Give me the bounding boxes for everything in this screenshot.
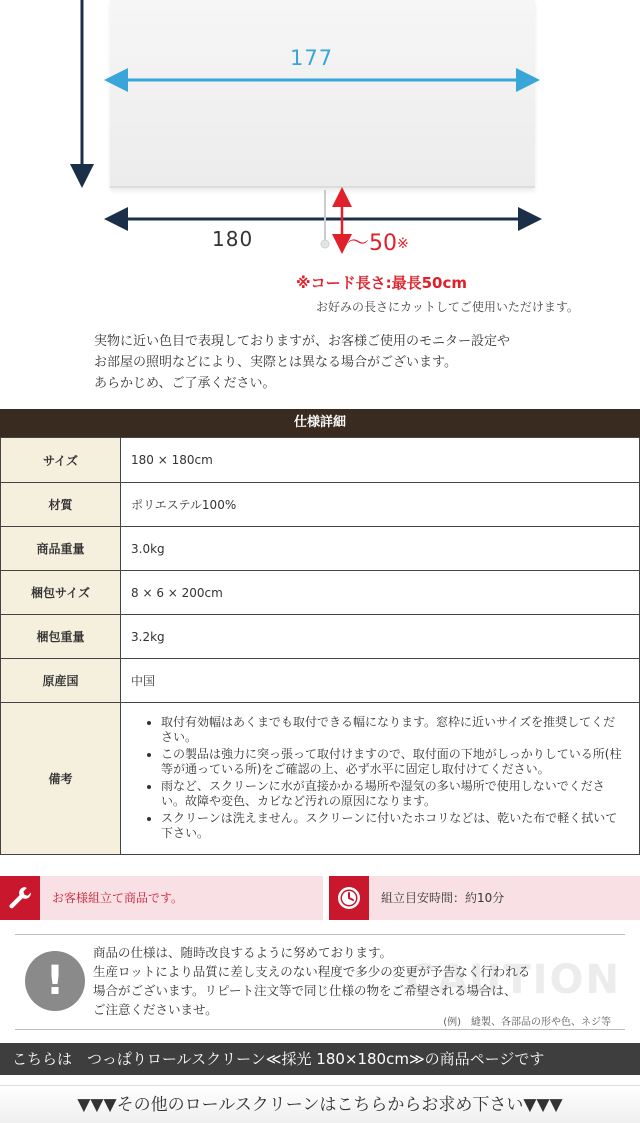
color-note-line: 実物に近い色目で表現しておりますが、お客様ご使用のモニター設定や <box>94 334 511 349</box>
dimension-arrows <box>0 0 640 300</box>
spec-row <box>1 438 640 483</box>
spec-key: サイズ <box>1 438 121 483</box>
spec-value: 中国 <box>121 659 640 703</box>
remarks-item: • スクリーンは洗えません。スクリーンに付いたホコリなどは、乾いた布で軽く拭いて下さい。 <box>161 811 625 841</box>
remarks-item: • この製品は強力に突っ張って取付けますので、取付面の下地がしっかりしている所(柱等が通っている所)をご確認の上、必ず水平に固定し取付けてください。 <box>161 747 625 777</box>
spec-value: ポリエステル100% <box>121 483 640 527</box>
spec-value: 180 × 180cm <box>121 438 640 483</box>
remarks-list <box>131 715 639 841</box>
cord-length-label <box>347 226 409 257</box>
assembly-time-text: 組立目安時間：約10分 <box>381 891 505 905</box>
other-roll-screens-link[interactable]: ▼▼▼その他のロールスクリーンはこちらからお求め下さい▼▼▼ <box>0 1085 640 1123</box>
spec-key: 商品重量 <box>1 527 121 571</box>
caution-line: 生産ロットにより品質に差し支えのない程度で多少の変更が予告なく行われる <box>93 964 531 979</box>
caution-text <box>93 943 530 1019</box>
spec-value: 3.2kg <box>121 615 640 659</box>
spec-row <box>1 483 640 527</box>
bottom-width-label: 180 <box>212 227 254 251</box>
spec-row <box>1 571 640 615</box>
exclamation-icon: ! <box>25 951 85 1011</box>
wrench-icon <box>0 876 40 920</box>
spec-row <box>1 659 640 703</box>
cord-note: ※コード長さ:最長50cm <box>296 274 467 292</box>
caution-line: 商品の仕様は、随時改良するように努めております。 <box>93 945 393 960</box>
spec-row <box>1 527 640 571</box>
customer-assembly-text: お客様組立て商品です。 <box>52 891 184 905</box>
assembly-banner <box>0 876 640 920</box>
caution-line: 場合がございます。リピート注文等で同じ仕様の物をご希望される場合は、 <box>93 983 517 998</box>
remarks-item: • 取付有効幅はあくまでも取付できる幅になります。窓枠に近いサイズを推奨してください。 <box>161 715 625 745</box>
cord-length-value: 〜50 <box>347 231 397 256</box>
customer-assembly-notice <box>0 876 323 920</box>
clock-icon <box>329 876 369 920</box>
width-label: 177 <box>290 46 334 70</box>
spec-title: 仕様詳細 <box>0 409 640 437</box>
caution-example: (例) 縫製、各部品の形や色、ネジ等 <box>443 1017 611 1028</box>
cord-bead <box>321 240 329 248</box>
cord-sub-note: お好みの長さにカットしてご使用いただけます。 <box>316 300 579 314</box>
spec-key: 材質 <box>1 483 121 527</box>
caution-line: ご注意くださいませ。 <box>93 1002 218 1017</box>
spec-value: 8 × 6 × 200cm <box>121 571 640 615</box>
spec-row-remarks <box>1 703 640 855</box>
spec-remarks <box>121 703 640 855</box>
color-note-line: お部屋の照明などにより、実際とは異なる場合がございます。 <box>94 355 457 370</box>
spec-key: 梱包重量 <box>1 615 121 659</box>
spec-key: 備考 <box>1 703 121 855</box>
spec-key: 梱包サイズ <box>1 571 121 615</box>
caution-watermark: CAUTION <box>405 957 621 1003</box>
color-disclaimer <box>94 331 510 394</box>
cord-length-mark: ※ <box>397 236 409 252</box>
product-page-link[interactable]: こちらは つっぱりロールスクリーン≪採光 180×180cm≫の商品ページです <box>0 1043 640 1075</box>
caution-box <box>15 934 625 1030</box>
color-note-line: あらかじめ、ご了承ください。 <box>94 376 276 391</box>
assembly-time-notice <box>329 876 640 920</box>
remarks-item: • 雨など、スクリーンに水が直接かかる場所や湿気の多い場所で使用しないでください。故障や変色、カビなど汚れの原因になります。 <box>161 779 625 809</box>
spec-value: 3.0kg <box>121 527 640 571</box>
spec-row <box>1 615 640 659</box>
size-diagram <box>0 0 640 314</box>
spec-table <box>0 437 640 855</box>
spec-key: 原産国 <box>1 659 121 703</box>
